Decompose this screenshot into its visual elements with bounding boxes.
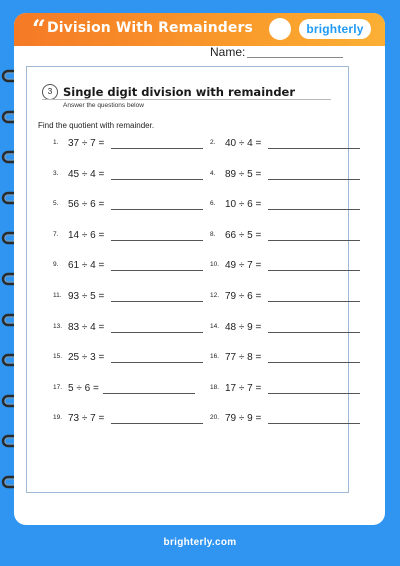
problem-number: 18. [210,383,220,391]
problem-equation: 45 ÷ 4 = [68,168,105,180]
problem-number: 15. [53,353,63,361]
name-label: Name: [210,45,246,59]
problem-item [53,352,208,366]
problem-number: 14. [210,322,220,330]
section-number: 3 [42,84,58,100]
problem-item [210,352,365,366]
problem-equation: 37 ÷ 7 = [68,138,105,149]
problem-equation: 56 ÷ 6 = [68,199,105,211]
problem-equation: 10 ÷ 6 = [225,199,262,211]
header-circle [269,18,291,40]
problem-equation: 66 ÷ 5 = [225,229,262,241]
problem-equation: 14 ÷ 6 = [68,229,105,241]
answer-line[interactable] [268,270,360,271]
answer-line[interactable] [268,240,360,241]
problem-equation: 79 ÷ 6 = [225,291,262,302]
problem-number: 7. [53,230,59,238]
problem-item [210,169,365,183]
answer-line[interactable] [111,423,203,424]
problem-number: 20. [210,414,220,422]
problem-number: 11. [53,292,62,299]
problem-item [210,291,365,305]
worksheet-title: Division With Remainders [47,20,253,36]
problem-equation: 25 ÷ 3 = [68,352,105,364]
problem-number: 8. [210,230,216,238]
problem-equation: 5 ÷ 6 = [68,382,99,394]
problem-equation: 93 ÷ 5 = [68,291,105,302]
answer-line[interactable] [103,393,195,394]
answer-line[interactable] [111,240,203,241]
answer-line[interactable] [111,209,203,210]
problem-equation: 48 ÷ 9 = [225,321,262,333]
problem-equation: 89 ÷ 5 = [225,168,262,180]
problem-equation: 17 ÷ 7 = [225,382,262,394]
name-input-line[interactable] [247,57,343,58]
answer-line[interactable] [111,270,203,271]
problem-number: 3. [53,169,59,177]
exercise-frame [26,66,349,493]
problem-number: 9. [53,261,59,269]
problem-item [53,291,208,305]
problem-equation: 49 ÷ 7 = [225,260,262,272]
problem-item [53,260,208,274]
problem-item [53,230,208,244]
problem-item [53,169,208,183]
problem-item [53,138,208,152]
problem-equation: 79 ÷ 9 = [225,413,262,425]
problem-item [210,413,365,427]
footer-site[interactable]: brighterly.com [163,537,237,548]
problem-number: 13. [53,322,63,330]
answer-line[interactable] [268,148,360,149]
answer-line[interactable] [268,423,360,424]
problem-equation: 83 ÷ 4 = [68,321,105,333]
answer-line[interactable] [111,332,203,333]
answer-line[interactable] [268,362,360,363]
problem-number: 16. [210,353,220,361]
answer-line[interactable] [111,362,203,363]
problem-item [210,322,365,336]
section-subtitle: Answer the questions below [63,102,144,109]
brand-logo[interactable] [299,19,371,39]
problem-equation: 77 ÷ 8 = [225,352,262,364]
answer-line[interactable] [268,301,360,302]
answer-line[interactable] [111,148,203,149]
problem-item [53,383,208,397]
quote-icon: “ [32,14,46,43]
answer-line[interactable] [268,332,360,333]
instruction-text: Find the quotient with remainder. [38,121,155,130]
problem-number: 6. [210,200,216,208]
header-bar [14,13,385,46]
problem-item [53,322,208,336]
problem-item [210,383,365,397]
problem-number: 1. [53,139,59,146]
section-title: Single digit division with remainder [63,85,296,99]
problem-item [210,138,365,152]
problem-number: 5. [53,200,59,208]
problem-number: 19. [53,414,63,422]
answer-line[interactable] [268,179,360,180]
problem-number: 10. [210,261,220,269]
problem-number: 4. [210,169,216,177]
problem-number: 17. [53,383,63,391]
problem-equation: 73 ÷ 7 = [68,413,105,425]
answer-line[interactable] [111,301,203,302]
problem-equation: 40 ÷ 4 = [225,138,262,149]
brand-name: brighterly [306,22,364,36]
problem-item [53,199,208,213]
section-divider [42,99,331,100]
problem-equation: 61 ÷ 4 = [68,260,105,272]
problem-item [53,413,208,427]
problem-item [210,230,365,244]
problem-item [210,199,365,213]
answer-line[interactable] [268,393,360,394]
problem-item [210,260,365,274]
answer-line[interactable] [111,179,203,180]
problem-number: 12. [210,292,220,299]
problem-number: 2. [210,139,216,146]
answer-line[interactable] [268,209,360,210]
